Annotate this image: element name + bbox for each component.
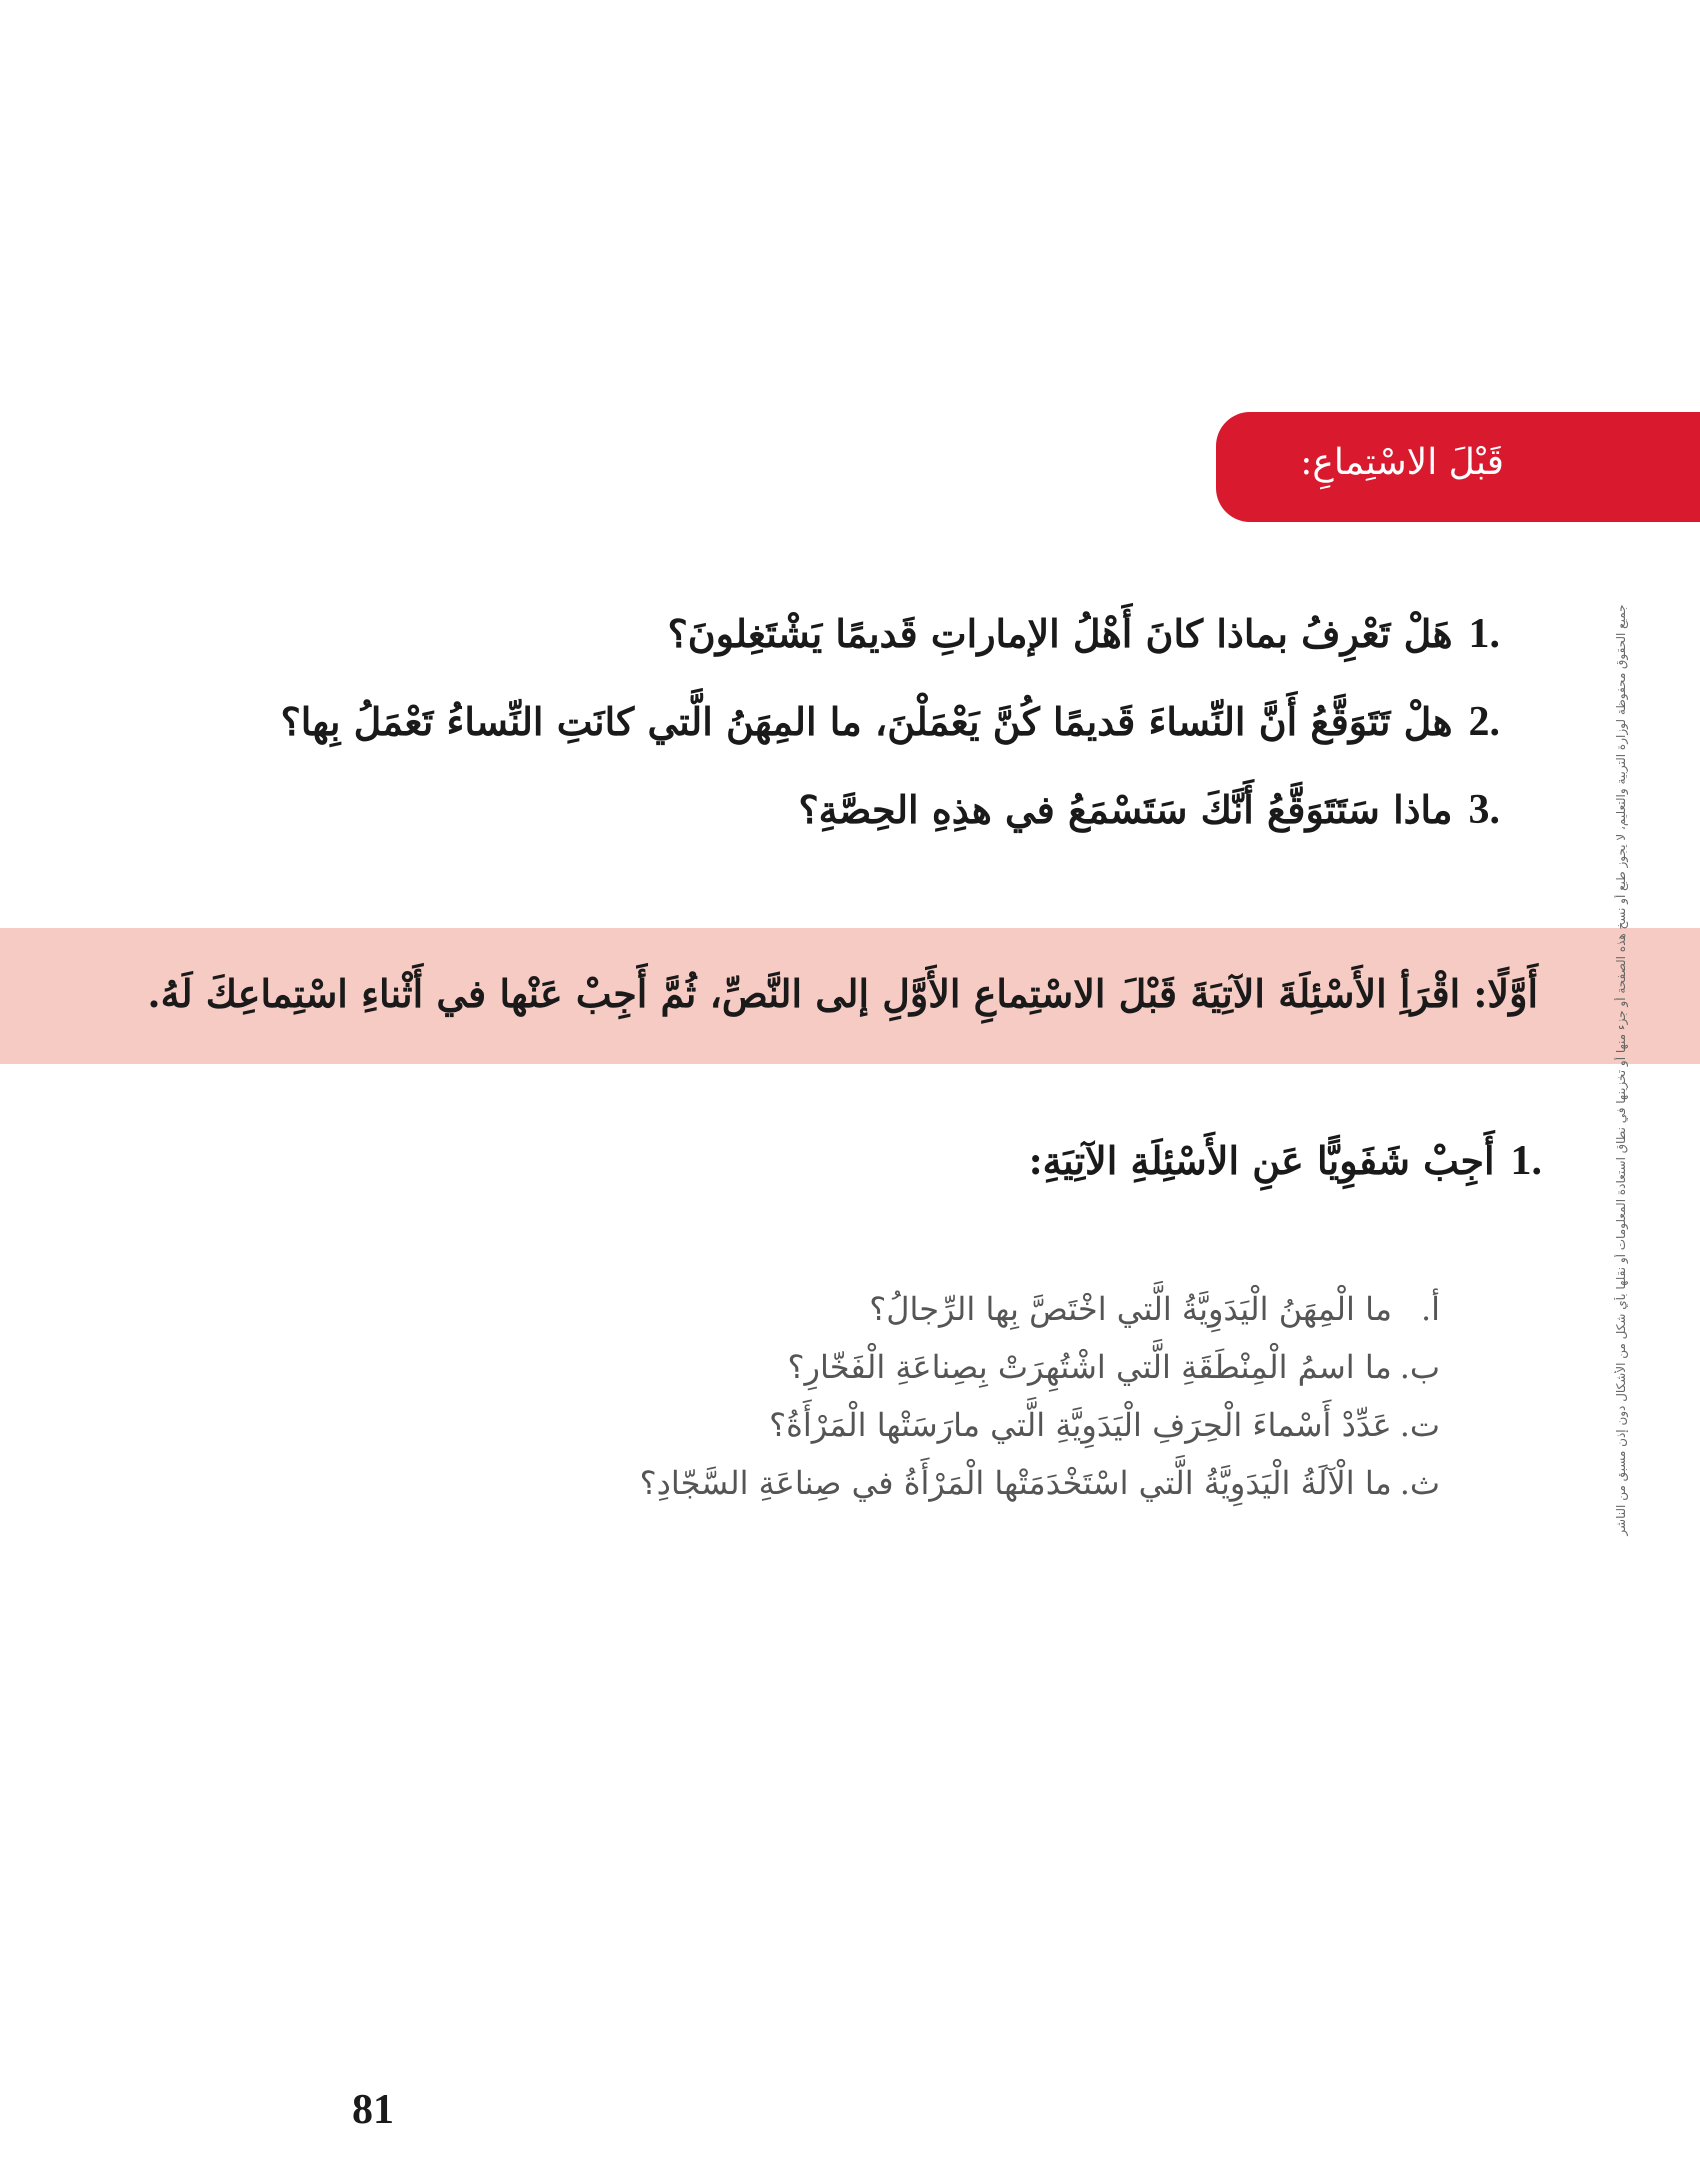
instruction-text: أَوَّلًا: اقْرَأِ الأَسْئِلَةَ الآتِيَةَ قَبْلَ الاسْتِماعِ الأَوَّلِ إلى النَّصِّ، ثُمَّ أَجِبْ عَنْها في أَثْناءِ اسْتِماعِكَ لَهُ. <box>147 971 1538 1016</box>
task-number: 1. <box>1510 1138 1542 1184</box>
pre-listening-questions <box>280 590 1500 854</box>
section-banner <box>1216 412 1700 522</box>
sub-question-item <box>640 1338 1440 1396</box>
question-text: هلْ تَتَوَقَّعُ أَنَّ النِّساءَ قَديمًا كُنَّ يَعْمَلْنَ، ما المِهَنُ الَّتي كانَتِ النِّساءُ تَعْمَلُ بِها؟ <box>280 699 1453 744</box>
sub-question-text: ما الْمِهَنُ الْيَدَوِيَّةُ الَّتي اخْتَصَّ بِها الرِّجالُ؟ <box>869 1290 1392 1328</box>
sub-question-text: عَدِّدْ أَسْماءَ الْحِرَفِ الْيَدَوِيَّةِ الَّتي مارَسَتْها الْمَرْأَةُ؟ <box>769 1406 1392 1444</box>
question-number: 1. <box>1468 611 1500 657</box>
question-number: 2. <box>1468 699 1500 745</box>
instruction-band <box>0 928 1700 1064</box>
sub-question-text: ما الْآلَةُ الْيَدَوِيَّةُ الَّتي اسْتَخْدَمَتْها الْمَرْأَةُ في صِناعَةِ السَّجّادِ؟ <box>639 1464 1392 1502</box>
question-text: هَلْ تَعْرِفُ بماذا كانَ أَهْلُ الإماراتِ قَديمًا يَشْتَغِلونَ؟ <box>667 611 1453 656</box>
question-text: ماذا سَتَتَوَقَّعُ أَنَّكَ سَتَسْمَعُ في هذِهِ الحِصَّةِ؟ <box>798 787 1453 832</box>
section-title: قَبْلَ الاسْتِماعِ: <box>1300 442 1504 483</box>
sub-question-letter: ت. <box>1399 1406 1440 1444</box>
page-number: 81 <box>352 2087 394 2133</box>
copyright-notice: جميع الحقوق محفوظة لوزارة التربية والتعليم، لا يجوز طبع أو نسخ هذه الصفحة أو جزء منها أو تخزينها في نطاق استعادة المعلومات أو نقلها بأي شكل من الأشكال دون إذن مسبق من الناشر <box>1614 604 1628 1536</box>
question-item <box>300 590 1500 678</box>
task-heading <box>1029 1126 1542 1196</box>
sub-question-item <box>640 1396 1440 1454</box>
question-number: 3. <box>1468 787 1500 833</box>
question-item <box>280 678 1500 766</box>
sub-question-letter: أ. <box>1420 1290 1440 1328</box>
question-item <box>300 766 1500 854</box>
task-heading-text: أَجِبْ شَفَوِيًّا عَنِ الأَسْئِلَةِ الآتِيَةِ: <box>1028 1138 1495 1183</box>
sub-question-text: ما اسمُ الْمِنْطَقَةِ الَّتي اشْتُهِرَتْ بِصِناعَةِ الْفَخّارِ؟ <box>787 1348 1392 1386</box>
sub-question-letter: ث. <box>1399 1464 1440 1502</box>
sub-questions <box>640 1280 1440 1512</box>
sub-question-item <box>640 1454 1440 1512</box>
sub-question-letter: ب. <box>1399 1348 1440 1386</box>
sub-question-item <box>640 1280 1440 1338</box>
